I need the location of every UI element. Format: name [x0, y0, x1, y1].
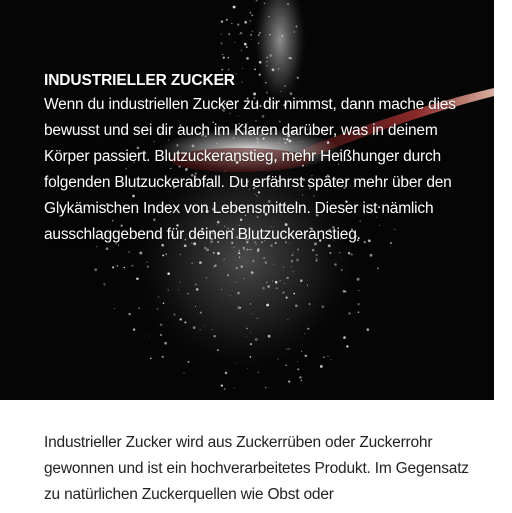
sugar-grain: [227, 274, 229, 276]
sugar-grain: [305, 355, 307, 357]
sugar-grain: [273, 264, 274, 265]
sugar-grain: [226, 20, 227, 21]
sugar-grain: [221, 385, 223, 387]
sugar-grain: [200, 312, 202, 314]
sugar-grain: [246, 248, 248, 250]
sugar-grain: [239, 34, 240, 35]
sugar-grain: [258, 43, 259, 44]
sugar-grain: [251, 14, 253, 16]
sugar-grain: [377, 268, 378, 269]
sugar-grain: [214, 266, 215, 267]
sugar-grain: [131, 265, 133, 267]
sugar-grain: [259, 61, 262, 64]
sugar-grain: [167, 272, 170, 275]
sugar-grain: [215, 264, 217, 266]
sugar-grain: [312, 249, 314, 251]
sugar-grain: [200, 329, 201, 330]
sugar-grain: [286, 348, 287, 349]
sugar-grain: [307, 328, 309, 330]
sugar-grain: [237, 292, 240, 295]
sugar-grain: [180, 281, 181, 282]
sugar-grain: [255, 338, 258, 341]
sugar-grain: [103, 283, 105, 285]
sugar-grain: [128, 313, 130, 315]
sugar-grain: [275, 281, 278, 284]
sugar-grain: [112, 266, 114, 268]
sugar-grain: [233, 6, 236, 9]
sugar-grain: [164, 342, 167, 345]
hero-text-block: [44, 70, 474, 248]
sugar-grain: [195, 284, 197, 286]
sugar-grain: [242, 68, 243, 69]
sugar-grain: [238, 306, 241, 309]
sugar-grain: [161, 356, 163, 358]
sugar-grain: [316, 258, 317, 259]
sugar-grain: [184, 321, 186, 323]
sugar-grain: [291, 266, 292, 267]
sugar-grain: [341, 269, 343, 271]
sugar-grain: [284, 283, 285, 284]
sugar-grain: [257, 318, 258, 319]
sugar-grain: [147, 266, 149, 268]
sugar-grain: [158, 296, 159, 297]
sugar-grain: [240, 265, 242, 267]
sugar-grain: [199, 261, 202, 264]
sugar-grain: [236, 267, 238, 269]
sugar-grain: [191, 263, 192, 264]
sugar-grain: [150, 357, 152, 359]
sugar-grain: [266, 61, 267, 62]
sugar-grain: [288, 381, 290, 383]
sugar-grain: [321, 305, 324, 308]
sugar-grain: [291, 260, 294, 263]
sugar-grain: [301, 380, 302, 381]
sugar-grain: [250, 343, 252, 345]
sugar-grain: [217, 349, 219, 351]
sugar-grain: [279, 280, 280, 281]
sugar-grain: [286, 277, 289, 280]
sugar-grain: [180, 318, 182, 320]
sugar-grain: [222, 54, 223, 55]
sugar-grain: [257, 248, 260, 251]
sugar-grain: [366, 328, 369, 331]
sugar-grain: [250, 332, 251, 333]
sugar-grain: [139, 252, 142, 255]
sugar-grain: [180, 254, 181, 255]
sugar-grain: [233, 387, 234, 388]
sugar-grain: [231, 23, 232, 24]
sugar-grain: [266, 65, 267, 66]
sugar-grain: [246, 46, 248, 48]
sugar-grain: [343, 336, 346, 339]
sugar-grain: [300, 279, 303, 282]
sugar-grain: [167, 289, 169, 291]
sugar-grain: [264, 3, 266, 5]
sugar-grain: [241, 50, 242, 51]
sugar-grain: [265, 261, 268, 264]
sugar-grain: [268, 335, 271, 338]
sugar-grain: [285, 365, 286, 366]
sugar-grain: [316, 254, 318, 256]
sugar-grain: [221, 20, 223, 22]
sugar-grain: [285, 296, 287, 298]
sugar-grain: [296, 259, 299, 262]
sugar-grain: [246, 328, 247, 329]
sugar-grain: [283, 19, 284, 20]
sugar-grain: [251, 39, 252, 40]
sugar-grain: [370, 254, 373, 257]
sugar-grain: [193, 326, 196, 329]
sugar-grain: [272, 281, 273, 282]
sugar-grain: [334, 263, 337, 266]
sugar-grain: [297, 249, 299, 251]
sugar-grain: [221, 34, 222, 35]
sugar-grain: [238, 252, 240, 254]
sugar-grain: [157, 308, 159, 310]
sugar-grain: [301, 351, 302, 352]
sugar-grain: [283, 267, 284, 268]
sugar-grain: [235, 363, 236, 364]
sugar-grain: [230, 295, 231, 296]
sugar-grain: [162, 254, 164, 256]
sugar-grain: [224, 259, 225, 260]
sugar-grain: [358, 290, 359, 291]
sugar-grain: [250, 356, 252, 358]
sugar-grain: [304, 333, 305, 334]
sugar-grain: [224, 388, 226, 390]
sugar-grain: [287, 319, 288, 320]
sugar-grain: [266, 282, 268, 284]
sugar-grain: [339, 252, 340, 253]
sugar-grain: [244, 278, 245, 279]
sugar-grain: [235, 282, 236, 283]
sugar-grain: [251, 314, 252, 315]
sugar-grain: [267, 285, 270, 288]
sugar-grain: [246, 336, 247, 337]
sugar-grain: [343, 290, 346, 293]
sugar-grain: [136, 278, 139, 281]
sugar-grain: [299, 376, 301, 378]
sugar-grain: [247, 368, 248, 369]
sugar-grain: [327, 356, 328, 357]
sugar-grain: [138, 307, 140, 309]
sugar-grain: [244, 43, 247, 46]
sugar-grain: [250, 249, 251, 250]
sugar-grain: [220, 42, 222, 44]
sugar-grain: [178, 289, 179, 290]
sugar-grain: [213, 252, 215, 254]
sugar-grain: [308, 303, 310, 305]
sugar-grain: [345, 291, 346, 292]
sugar-grain: [203, 325, 204, 326]
sugar-grain: [281, 35, 283, 37]
sugar-grain: [290, 57, 292, 59]
sugar-grain: [237, 23, 239, 25]
sugar-grain: [291, 254, 293, 256]
sugar-grain: [293, 293, 295, 295]
sugar-grain: [188, 361, 190, 363]
sugar-grain: [244, 21, 247, 24]
sugar-grain: [173, 313, 175, 315]
sugar-grain: [160, 334, 162, 336]
hero-title: INDUSTRIELLER ZUCKER: [44, 72, 235, 89]
sugar-grain: [221, 289, 222, 290]
sugar-grain: [268, 16, 269, 17]
sugar-grain: [133, 328, 135, 330]
sugar-grain: [276, 287, 278, 289]
sugar-grain: [323, 356, 325, 358]
sugar-grain: [346, 345, 348, 347]
sugar-grain: [252, 30, 254, 32]
sugar-grain: [295, 304, 298, 307]
sugar-grain: [265, 387, 267, 389]
sugar-grain: [348, 252, 351, 255]
hero-body-text: Wenn du industriellen Zucker zu dir nimmst, dann mache dies bewusst und sei dir auch im Klaren darüber, was in deinem Körper passiert. Blutzuckeranstieg, mehr Heißhunger durch folgenden Blutzuckerabfall. Du erfährst später mehr über den Glykämischen Index von Lebensmitteln. Dieser ist nämlich ausschlaggebend für deinen Blutzuckeranstieg.: [44, 96, 456, 243]
sugar-grain: [296, 26, 298, 28]
sugar-grain: [258, 34, 260, 36]
sugar-grain: [252, 260, 254, 262]
article-paragraph: Industrieller Zucker wird aus Zuckerrüben oder Zuckerrohr gewonnen und ist ein hochverarbeitetes Produkt. Im Gegensatz zu natürlichen Zuckerquellen wie Obst oder: [44, 434, 469, 503]
sugar-grain: [307, 285, 308, 286]
sugar-grain: [282, 291, 284, 293]
sugar-grain: [297, 361, 298, 362]
sugar-grain: [329, 252, 331, 254]
sugar-grain: [240, 32, 242, 34]
sugar-grain: [258, 372, 259, 373]
sugar-grain: [117, 265, 119, 267]
sugar-grain: [165, 254, 167, 256]
sugar-grain: [277, 359, 278, 360]
sugar-grain: [163, 302, 165, 304]
sugar-grain: [206, 249, 209, 252]
sugar-grain: [195, 306, 196, 307]
sugar-grain: [251, 271, 254, 274]
sugar-grain: [289, 57, 291, 59]
sugar-grain: [357, 278, 360, 281]
sugar-grain: [259, 32, 261, 34]
sugar-grain: [288, 348, 289, 349]
sugar-grain: [206, 277, 208, 279]
sugar-grain: [293, 252, 294, 253]
sugar-grain: [250, 34, 251, 35]
sugar-grain: [262, 287, 265, 290]
sugar-grain: [114, 308, 115, 309]
sugar-grain: [248, 249, 249, 250]
sugar-grain: [228, 33, 230, 35]
sugar-grain: [266, 57, 267, 58]
sugar-grain: [250, 20, 252, 22]
sugar-grain: [269, 34, 270, 35]
sugar-grain: [227, 57, 228, 58]
sugar-grain: [287, 3, 289, 5]
sugar-grain: [146, 262, 147, 263]
sugar-grain: [247, 250, 248, 251]
sugar-grain: [239, 250, 240, 251]
sugar-grain: [223, 57, 225, 59]
sugar-grain: [266, 304, 269, 307]
sugar-grain: [246, 57, 249, 60]
sugar-grain: [330, 359, 331, 360]
sugar-grain: [293, 271, 294, 272]
sugar-grain: [297, 368, 299, 370]
sugar-grain: [358, 303, 360, 305]
sugar-grain: [213, 335, 215, 337]
sugar-grain: [217, 252, 220, 255]
sugar-grain: [294, 31, 295, 32]
sugar-grain: [187, 293, 189, 295]
sugar-grain: [128, 251, 129, 252]
sugar-grain: [348, 312, 350, 314]
sugar-grain: [239, 257, 240, 258]
sugar-grain: [149, 336, 150, 337]
sugar-grain: [249, 12, 251, 14]
sugar-grain: [94, 268, 97, 271]
sugar-grain: [351, 253, 353, 255]
sugar-grain: [196, 288, 199, 291]
sugar-grain: [243, 249, 244, 250]
sugar-grain: [263, 257, 265, 259]
sugar-grain: [124, 267, 125, 268]
sugar-grain: [160, 323, 163, 326]
sugar-grain: [234, 42, 235, 43]
sugar-grain: [269, 54, 272, 57]
sugar-grain: [211, 329, 212, 330]
sugar-grain: [358, 311, 360, 313]
sugar-grain: [320, 365, 323, 368]
sugar-grain: [316, 260, 318, 262]
article-content: [44, 430, 484, 508]
sugar-grain: [183, 372, 184, 373]
sugar-grain: [250, 303, 252, 305]
sugar-grain: [225, 372, 228, 375]
